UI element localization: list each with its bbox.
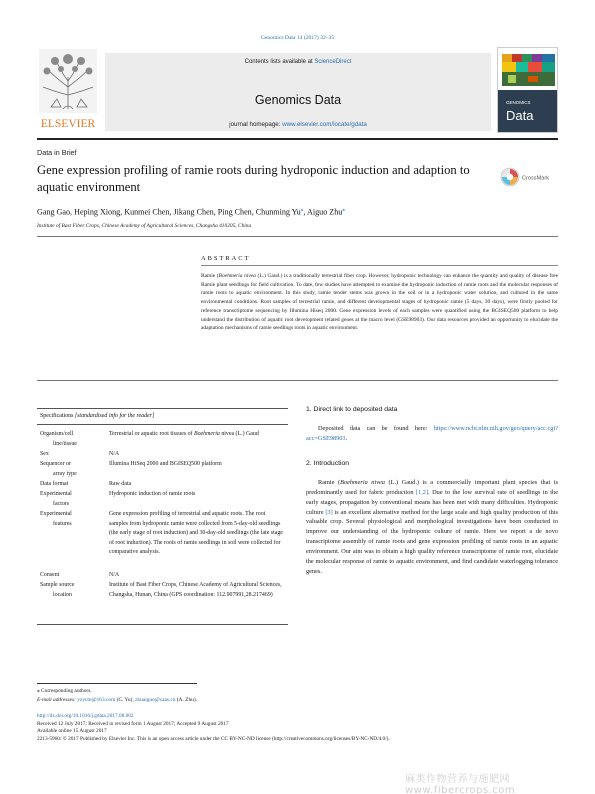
- doi-link[interactable]: http://dx.doi.org/10.1016/j.gdata.2017.08.002: [37, 713, 134, 719]
- crossmark-icon: [500, 166, 560, 188]
- spec-label-line-1: Sequencer or: [40, 461, 71, 467]
- spec-label: [40, 510, 106, 529]
- author-name[interactable]: Gang Gao: [37, 207, 71, 217]
- article-title: Gene expression profiling of ramie roots during hydroponic induction and adaption to aquatic environment: [37, 163, 470, 194]
- spec-value: Illumina HiSeq 2000 and BGISEQ500 platform: [109, 461, 222, 467]
- introduction-paragraph: Ramie (Boehmeria nivea (L.) Gaud.) is a commercially important plant species that is predominantly used for fabric production [1,2]. Due to the low survival rate of seedlings in the early stages, propagation by conventional means has been met with many difficulties. Hydroponic culture [3] is an excellent alternative method for the large scale and high quality production of this valuable crop. Several physiological and morphological investigations have been conducted to improve our understanding of the hydroponic culture of ramie. Here we report a de novo transcriptome assembly of ramie roots and gene expression profiling of ramie roots in an aquatic environment. Our aim was to obtain a high quality reference transcriptome of ramie root, elucidate the molecular response of ramie to aquatic environment, and find candidate waterlogging tolerance genes.: [306, 479, 558, 575]
- section-1-text: Deposited data can be found here: https://www.ncbi.nlm.nih.gov/geo/query/acc.cgi?acc=GSE98903.: [306, 425, 558, 442]
- author-name[interactable]: Ping Chen: [217, 207, 252, 217]
- journal-citation[interactable]: Genomics Data 14 (2017) 32–35: [260, 35, 335, 41]
- author-separator: ,: [70, 207, 75, 217]
- spec-value: N/A: [109, 451, 120, 457]
- svg-text:Data: Data: [506, 108, 534, 123]
- journal-header: [37, 47, 558, 135]
- corresponding-author-mark[interactable]: ⁎: [300, 207, 304, 213]
- elsevier-wordmark: ELSEVIER: [40, 118, 96, 130]
- spec-label: [40, 430, 106, 449]
- email-addresses: E-mail addresses: yzycm@163.com (C. Yu), zhuaiguo@caas.cn (A. Zhu).: [37, 697, 198, 703]
- abstract-divider: [201, 265, 558, 266]
- specs-top-rule: [37, 408, 288, 409]
- spec-label: [40, 571, 106, 581]
- spec-value: Terrestrial or aquatic root tissues of Boehmeria nivea (L.) Gaud: [109, 431, 259, 437]
- geo-deposited-data-link[interactable]: https://www.ncbi.nlm.nih.gov/geo/query/acc.cgi?acc=GSE98903: [306, 425, 558, 442]
- spec-label-line-1: Sample source: [40, 582, 75, 588]
- author-separator: ,: [251, 207, 256, 217]
- spec-value: Raw data: [109, 481, 132, 487]
- abstract-heading: ABSTRACT: [201, 255, 251, 262]
- spec-label-line-2: location: [53, 591, 72, 598]
- journal-cover-thumbnail[interactable]: [497, 47, 558, 133]
- spec-value: Gene expression profiling of terrestrial and aquatic roots. The root samples from hydroponic ramie were collected from 5-day-old seedlings (the early stage of root induction) and 30-day-old seedlings (the late stage of root induction). The roots of ramie seedlings in soil were collected for comparative analysis.: [109, 511, 283, 556]
- spec-label: [40, 460, 106, 479]
- spec-label-line-1: Consent: [40, 572, 60, 578]
- email-link-zhu[interactable]: zhuaiguo@caas.cn: [135, 697, 176, 703]
- journal-homepage-link[interactable]: www.elsevier.com/locate/gdata: [282, 121, 367, 128]
- site-watermark: 麻类作物营养与施肥网 www.fibercrops.com: [405, 774, 516, 794]
- available-online-date: Available online 15 August 2017: [37, 728, 107, 735]
- affiliation-divider: [37, 236, 558, 237]
- sciencedirect-link[interactable]: ScienceDirect: [314, 59, 352, 65]
- author-separator: ,: [120, 207, 125, 217]
- spec-value: N/A: [109, 572, 120, 578]
- spec-value: Institute of Bast Fiber Crops, Chinese Academy of Agricultural Sciences, Changsha, Hunan, China (GPS coordination: 112.907991,28.217469): [109, 582, 282, 598]
- spec-label: [40, 480, 106, 490]
- spec-label-line-1: Experimental: [40, 511, 72, 517]
- spec-label: [40, 450, 106, 460]
- author-separator: ,: [169, 207, 174, 217]
- abstract-text: Ramie (Boehmeria nivea (L.) Gaud.) is a traditionally terrestrial fiber crop. However, hydroponic technology can enhance the quantity and quality of disease free Ramie plant seedlings for field cultivation. To date, few studies have attempted to examine the hydroponic induction of ramie roots and the molecular responses of ramie roots to aquatic environment. In this study, ramie tender stems was grown in the soil or in a hydroponic water solution, and cultured in the same environmental conditions. Root samples of terrestrial ramie, and different developmental stages of hydroponic ramie (5 days, 30 days), were firstly pooled for reference transcriptome sequencing by Illumina Hiseq 2000. Gene expression levels of each samples were quantified using the BGISEQ500 platform to help understand the distribution of aquatic root development related genes at the macro level (GSE98903). Our data resources provided an opportunity to elucidate the adaptation mechanisms of ramie seedlings roots in aquatic environment.: [201, 273, 558, 332]
- email-link-yu[interactable]: yzycm@163.com: [77, 697, 116, 703]
- spec-label-line-2: array type: [53, 470, 77, 477]
- contents-available-line: Contents lists available at ScienceDirect: [244, 59, 352, 65]
- author-name[interactable]: Chunming Yu: [255, 207, 301, 217]
- journal-info-box: [105, 53, 491, 131]
- author-separator: ,: [213, 207, 218, 217]
- corresponding-author-mark[interactable]: ⁎: [342, 207, 346, 213]
- author-list: [37, 207, 558, 217]
- author-name[interactable]: Jikang Chen: [173, 207, 214, 217]
- spec-label-line-2: factors: [53, 500, 70, 507]
- abstract-bottom-divider: [37, 380, 558, 381]
- section-1-heading: 1. Direct link to deposited data: [306, 406, 398, 413]
- elsevier-logo[interactable]: [37, 47, 99, 133]
- spec-label-line-1: Data format: [40, 481, 69, 487]
- affiliation: Institute of Bast Fiber Crops, Chinese Academy of Agricultural Sciences, Changsha 410205, China: [37, 223, 252, 229]
- received-dates: Received 12 July 2017; Received in revised form 1 August 2017; Accepted 9 August 2017: [37, 720, 229, 727]
- author-separator: ,: [303, 207, 308, 217]
- svg-text:CrossMark: CrossMark: [522, 175, 550, 182]
- spec-label-line-1: Experimental: [40, 491, 72, 497]
- spec-value: Hydroponic induction of ramie roots: [109, 491, 196, 497]
- specs-bottom-rule: [37, 624, 288, 625]
- spec-label-line-2: features: [53, 520, 72, 527]
- spec-label-line-1: Sex: [40, 451, 49, 457]
- reference-link-3[interactable]: [3]: [325, 508, 333, 516]
- article-metadata: [37, 713, 558, 743]
- spec-label-line-1: Organism/cell: [40, 431, 74, 437]
- author-name[interactable]: Aiguo Zhu: [307, 207, 343, 217]
- reference-link-1-2[interactable]: [1,2]: [415, 488, 429, 496]
- specs-title: Specifications [standardised info for the reader]: [40, 413, 155, 419]
- crossmark-badge[interactable]: [500, 166, 560, 188]
- header-divider: [37, 138, 558, 140]
- author-name[interactable]: Heping Xiong: [74, 207, 121, 217]
- specs-header-rule: [37, 424, 288, 425]
- svg-text:GENOMICS: GENOMICS: [506, 100, 531, 105]
- journal-name: Genomics Data: [254, 93, 342, 107]
- article-type-label: Data in Brief: [37, 148, 77, 157]
- corresponding-authors-note: ⁎ Corresponding authors.: [37, 688, 92, 694]
- journal-homepage-line: journal homepage: www.elsevier.com/locate/gdata: [229, 121, 367, 128]
- license-statement: 2213-5960/ © 2017 Published by Elsevier Inc. This is an open access article under the CC BY-NC-ND license (http://creativecommons.org/licenses/BY-NC-ND/4.0/).: [37, 735, 390, 742]
- spec-label: [40, 581, 106, 600]
- author-name[interactable]: Kunmei Chen: [124, 207, 170, 217]
- spec-label-line-2: line/tissue: [53, 440, 77, 447]
- footnote-divider: [37, 683, 197, 684]
- spec-label: [40, 490, 106, 509]
- section-2-heading: 2. Introduction: [306, 460, 350, 467]
